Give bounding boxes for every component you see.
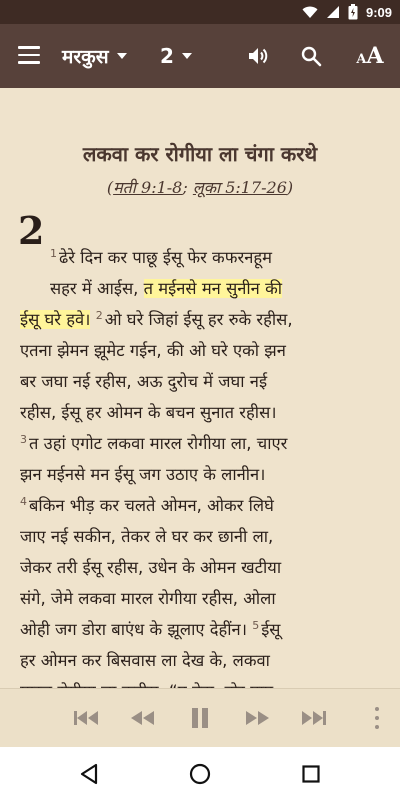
section-heading: लकवा कर रोगीया ला चंगा करथे [82,142,318,166]
verse-line [20,614,382,645]
verse-text-span: जाए नई सकीन, तेकर ले घर कर छानी ला, [20,527,274,546]
verse-text-span: जेकर तरी ईसू रहीस, उधेन के ओमन खटीया [20,558,282,577]
font-size-icon[interactable]: A A [356,43,384,69]
cross-ref-link[interactable]: मती 9:1-8 [113,178,183,197]
verse-number: 1 [50,246,57,260]
status-time: 9:09 [365,4,392,20]
menu-icon[interactable] [18,46,40,66]
chapter-drop-number: 2 [18,208,45,253]
verse-text-span: ढेरे दिन कर पाछू ईसू फेर कफरनहूम [59,248,272,267]
verse-line [20,552,382,583]
verse-line [20,521,382,552]
chevron-down-icon [182,53,192,59]
more-vert-icon[interactable] [370,707,384,729]
status-icons [302,3,392,21]
system-nav-bar [0,747,400,800]
verse-text-span: सहर में आईस, [50,279,144,298]
verse-text-span: बर जघा नई रहीस, अऊ दुरोच में जघा नई [20,372,268,391]
verse-text-span: ओही जग डोरा बाएंध के झूलाए देहींन। [20,620,247,639]
signal-icon [326,5,340,19]
verse-line [20,366,382,397]
verse-text-span [90,310,95,329]
cross-references: (मती 9:1-8; लूका 5:17-26) [106,178,294,197]
chapter-number-label: 2 [160,44,174,68]
verse-line [20,242,382,273]
verse-line [20,459,382,490]
verse-text-span: ईसू [261,620,281,639]
verse-text-span: बकिन भीड़ कर चलते ओमन, ओकर लिघे [29,496,274,515]
verse-line [20,490,382,521]
verse-text-span: ओ घरे जिहां ईसू हर रुके रहीस, [104,310,293,329]
verse-number: 3 [20,432,27,446]
verse-text-span: रहीस, ईसू हर ओमन के बचन सुनात रहीस। [20,403,277,422]
verse-number: 5 [252,618,260,632]
skip-next-icon[interactable] [300,706,328,730]
scripture-content[interactable] [0,88,400,688]
app-bar [0,24,400,88]
verse-line [20,645,382,676]
verse-text-span: झन मईनसे मन ईसू जग उठाए के लानीन। [20,465,266,484]
verse-number: 4 [20,494,27,508]
verse-text-span: त उहां एगोट लकवा मारल रोगीया ला, चाएर [29,434,288,453]
nav-home-icon[interactable] [187,761,213,787]
verse-text-span: हर ओमन कर बिसवास ला देख के, लकवा [20,651,270,670]
verse-text-span: एतना झेमन झूमेट गईन, की ओ घरे एको झन [20,341,286,360]
nav-recents-icon[interactable] [298,761,324,787]
verse-text-span: संगे, जेमे लकवा मारल रोगीया रहीस, ओला [20,589,276,608]
speaker-icon[interactable] [244,42,272,70]
verse-line [20,583,382,614]
verse-line [20,428,382,459]
pause-icon[interactable] [186,706,214,730]
verse-line [20,273,382,304]
verse-line [20,304,382,335]
verse-text[interactable] [20,242,382,707]
wifi-icon [302,5,318,19]
skip-previous-icon[interactable] [72,706,100,730]
book-name: मरकुस [62,46,109,68]
verse-number: 2 [95,308,103,322]
rewind-icon[interactable] [128,706,156,730]
verse-line [20,397,382,428]
battery-icon [348,4,358,20]
fast-forward-icon[interactable] [244,706,272,730]
nav-back-icon[interactable] [76,761,102,787]
chapter-selector[interactable] [160,42,192,70]
status-bar [0,0,400,24]
verse-line [20,335,382,366]
cross-ref-link[interactable]: लूका 5:17-26 [192,178,287,197]
search-icon[interactable] [297,42,325,70]
audio-player-bar [0,688,400,747]
chevron-down-icon [117,53,127,59]
highlighted-text: ईसू घरे हवे। [20,310,91,329]
book-selector[interactable] [62,42,127,70]
highlighted-text: त मईनसे मन सुनीन की [143,279,283,298]
